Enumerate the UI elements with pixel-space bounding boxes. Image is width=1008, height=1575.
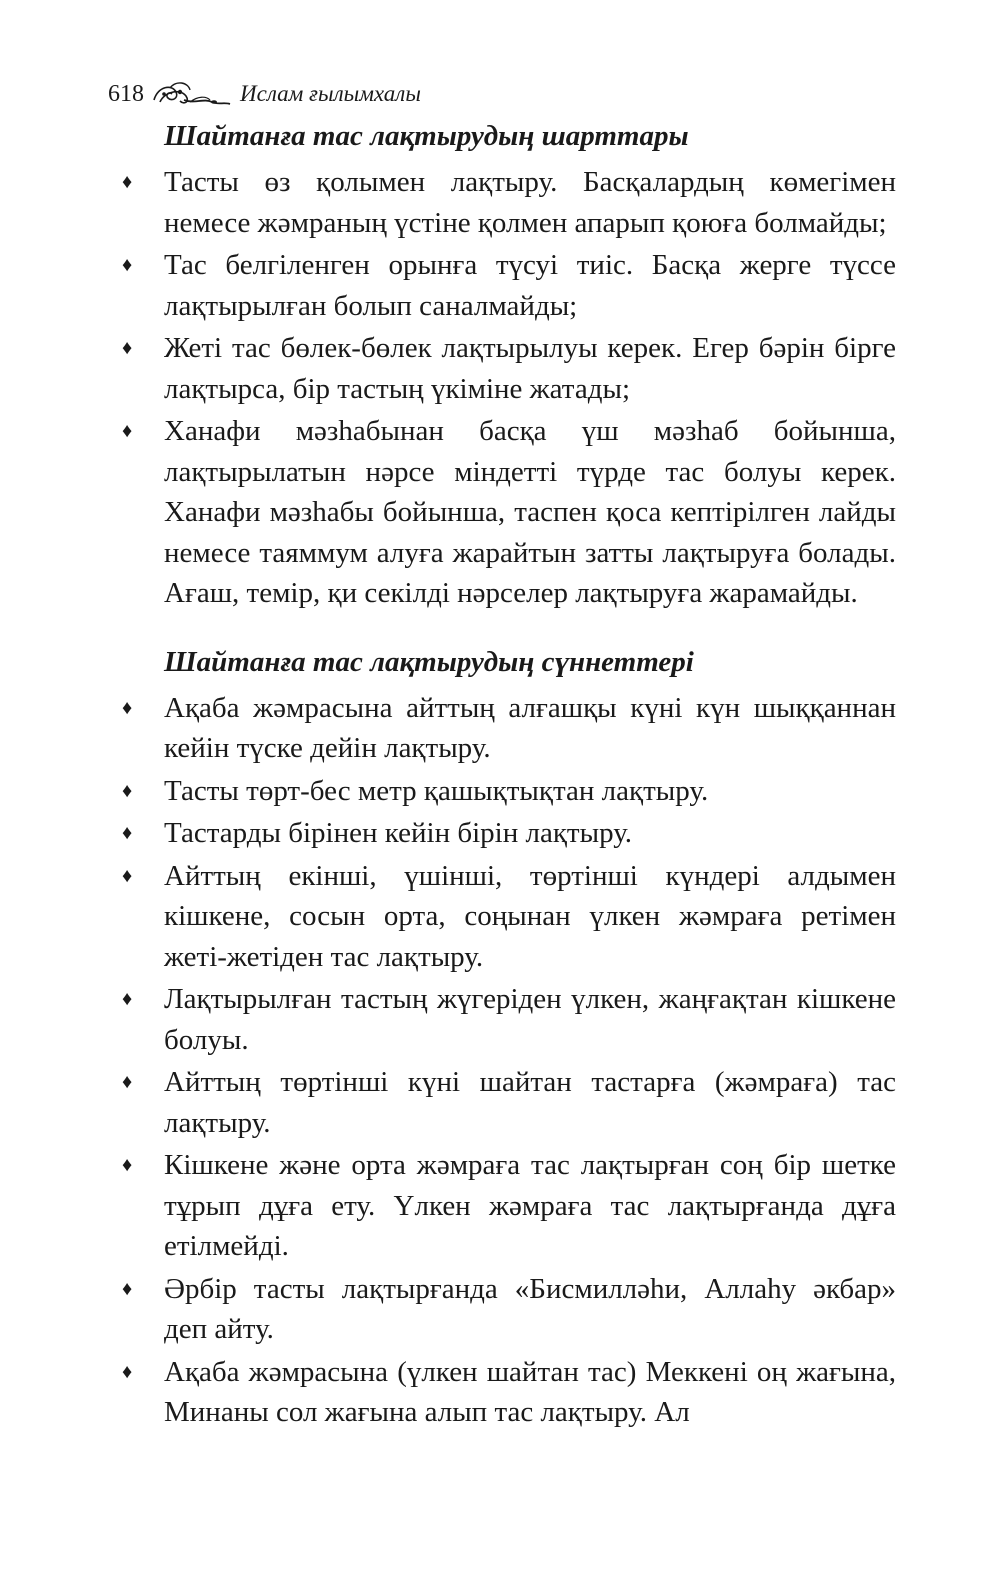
list-item: [118, 813, 896, 854]
list-item-text: Айттың екінші, үшінші, төртінші күндері алдымен кішкене, сосын орта, соңынан үлкен жәмраға ретімен жеті-жетіден тас лақтыру.: [164, 859, 896, 973]
diamond-bullet-icon: ♦: [122, 696, 133, 719]
list-item-text: Лақтырылған тастың жүгеріден үлкен, жаңғақтан кішкене болуы.: [164, 983, 896, 1056]
list-item: [118, 1269, 896, 1350]
diamond-bullet-icon: ♦: [122, 420, 133, 442]
section-sunnahs: [118, 642, 896, 1433]
list-item: [118, 411, 896, 614]
list-item: [118, 1062, 896, 1143]
diamond-bullet-icon: ♦: [122, 171, 133, 193]
conditions-list: [118, 162, 896, 614]
page-body: [118, 116, 896, 1435]
list-item: [118, 979, 896, 1060]
page-header: [108, 74, 421, 108]
page-number: 618: [108, 81, 144, 107]
sunnahs-list: [118, 688, 896, 1433]
diamond-bullet-icon: ♦: [122, 864, 133, 887]
diamond-bullet-icon: ♦: [122, 1277, 133, 1300]
list-item: [118, 1145, 896, 1267]
list-item-text: Ханафи мәзһабынан басқа үш мәзһаб бойынша, лақтырылатын нәрсе міндетті түрде тас болуы керек. Ханафи мәзһабы бойынша, таспен қоса кептірілген лайды немесе таяммум алуға жарайтын затты лақтыруға болады. Ағаш, темір, қи секілді нәрселер лақтыруға жарамайды.: [164, 415, 896, 609]
diamond-bullet-icon: ♦: [122, 1360, 133, 1383]
diamond-bullet-icon: ♦: [122, 988, 133, 1010]
section-heading: Шайтанға тас лақтырудың шарттары: [164, 120, 689, 152]
list-item-text: Тасты төрт-бес метр қашықтықтан лақтыру.: [164, 774, 709, 807]
list-item-text: Айттың төртінші күні шайтан тастарға (жәмраға) тас лақтыру.: [164, 1066, 896, 1139]
diamond-bullet-icon: ♦: [122, 779, 133, 802]
diamond-bullet-icon: ♦: [122, 1071, 133, 1093]
list-item: [118, 328, 896, 409]
section-conditions: [118, 116, 896, 614]
diamond-bullet-icon: ♦: [122, 822, 133, 844]
list-item: [118, 688, 896, 769]
diamond-bullet-icon: ♦: [122, 254, 133, 276]
list-item-text: Ақаба жәмрасына (үлкен шайтан тас) Меккені оң жағына, Минаны сол жағына алып тас лақтыру. Ал: [164, 1355, 896, 1428]
list-item: [118, 162, 896, 243]
diamond-bullet-icon: ♦: [122, 337, 133, 359]
list-item: [118, 245, 896, 326]
floral-ornament-icon: [150, 78, 232, 108]
running-title: Ислам ғылымхалы: [240, 81, 421, 106]
list-item: [118, 1352, 896, 1433]
list-item-text: Тасты өз қолымен лақтыру. Басқалардың көмегімен немесе жәмраның үстіне қолмен апарып қоюға болмайды;: [164, 166, 896, 239]
list-item-text: Тас белгіленген орынға түсуі тиіс. Басқа жерге түссе лақтырылған болып саналмайды;: [164, 249, 896, 322]
diamond-bullet-icon: ♦: [122, 1154, 133, 1176]
list-item-text: Ақаба жәмрасына айттың алғашқы күні күн шыққаннан кейін түске дейін лақтыру.: [164, 691, 896, 764]
list-item-text: Тастарды бірінен кейін бірін лақтыру.: [164, 817, 633, 849]
list-item: [118, 771, 896, 812]
section-heading: Шайтанға тас лақтырудың сүннеттері: [164, 645, 694, 678]
list-item: [118, 856, 896, 978]
list-item-text: Әрбір тасты лақтырғанда «Бисмилләһи, Аллаһу әкбар» деп айту.: [164, 1272, 896, 1345]
list-item-text: Жеті тас бөлек-бөлек лақтырылуы керек. Егер бәрін бірге лақтырса, бір тастың үкіміне жатады;: [164, 332, 896, 405]
list-item-text: Кішкене және орта жәмраға тас лақтырған соң бір шетке тұрып дұға ету. Үлкен жәмраға тас лақтырғанда дұға етілмейді.: [164, 1149, 896, 1262]
